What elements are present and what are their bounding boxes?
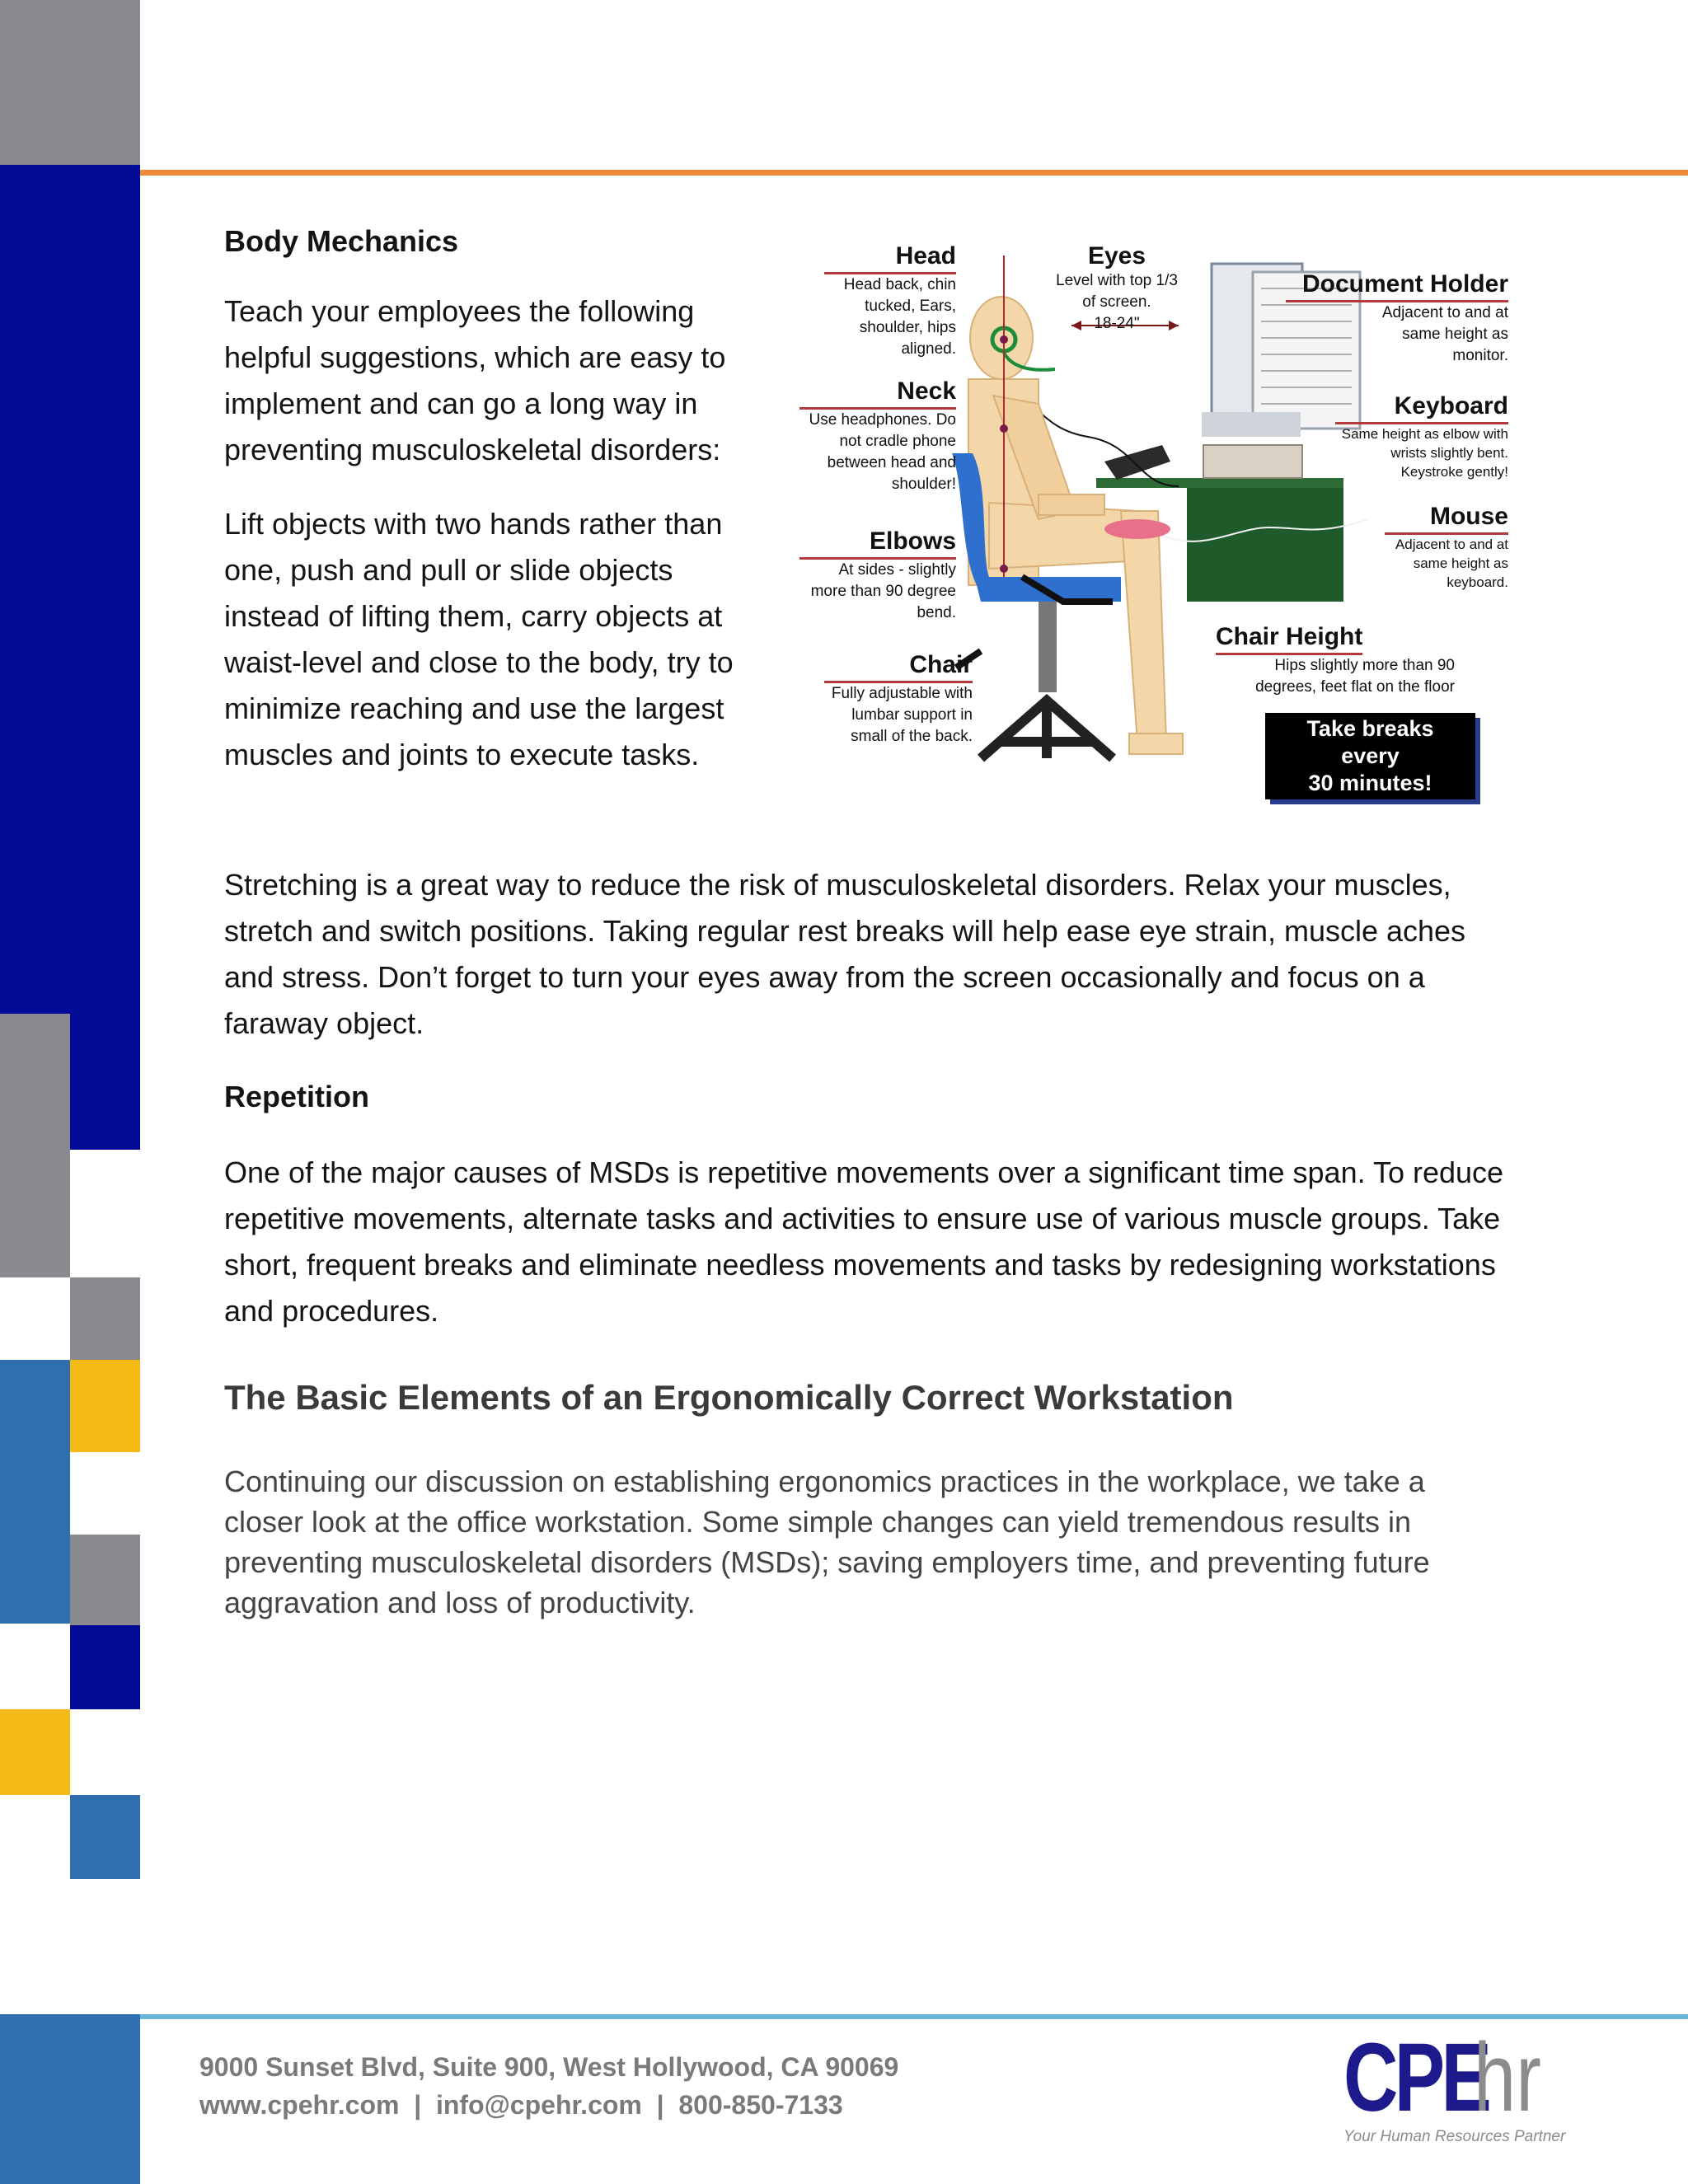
head-title: Head [824,242,956,274]
mouse-label [1385,503,1508,592]
take-breaks-box [1265,713,1475,799]
logo-suffix: hr [1474,2023,1541,2132]
breaks-line-2: every [1341,743,1400,768]
sidebar-block-gray [0,1014,70,1277]
sidebar-block-blue [70,1795,140,1879]
neck-desc: Use headphones. Do not cradle phone between head and shoulder! [809,411,956,493]
mouse-title: Mouse [1385,503,1508,535]
sidebar-block-white [70,1150,140,1277]
sidebar-block-navy [0,165,140,1014]
footer-contact: www.cpehr.com | info@cpehr.com | 800-850-7133 [199,2090,843,2120]
workstation-section-title: The Basic Elements of an Ergonomically Correct Workstation [224,1378,1234,1417]
repetition-paragraph: One of the major causes of MSDs is repetitive movements over a significant time span. To reduce repetitive movements, alternate tasks and activities to ensure use of various muscle groups. Take short, frequent breaks and eliminate needless movements and tasks by redesigning workstations and procedures. [224,1155,1504,1328]
chair-height-title: Chair Height [1216,623,1362,655]
decorative-sidebar [0,0,140,2184]
eyes-title: Eyes [1087,242,1146,269]
cpehr-logo [1343,2023,1607,2153]
chair-label [824,651,973,748]
ergonomics-diagram [791,239,1517,808]
head-label [824,242,956,360]
chair-height-label [1216,623,1455,698]
document-holder-label [1286,270,1508,367]
eyes-label [1055,242,1179,335]
eyes-distance: 18-24" [1094,315,1140,332]
logo-tagline: Your Human Resources Partner [1343,2128,1566,2145]
elbows-title: Elbows [799,527,956,560]
elbows-desc: At sides - slightly more than 90 degree bend. [810,561,956,621]
footer-rule [140,2014,1688,2019]
head-desc: Head back, chin tucked, Ears, shoulder, hips aligned. [843,276,956,358]
body-mechanics-heading: Body Mechanics [224,224,459,258]
logo-brand: CPE [1343,2023,1489,2132]
body-mechanics-tips: Lift objects with two hands rather than one, push and pull or slide objects instead of lifting them, carry objects at waist-level and close to the body, try to minimize reaching and use the largest muscles and joints to execute tasks. [224,507,734,771]
sidebar-block-gray [0,0,140,165]
header-rule [140,170,1688,176]
footer-address: 9000 Sunset Blvd, Suite 900, West Hollywood, CA 90069 [199,2052,899,2082]
neck-title: Neck [799,377,956,410]
sidebar-block-navy [70,1625,140,1709]
stretching-paragraph: Stretching is a great way to reduce the risk of musculoskeletal disorders. Relax your muscles, stretch and switch positions. Taking regular rest breaks will help ease eye strain, muscle aches and stress. Don’t forget to turn your eyes away from the screen occasionally and focus on a faraway object. [224,868,1466,1040]
breaks-line-1: Take breaks [1306,716,1434,741]
chair-height-desc: Hips slightly more than 90 degrees, feet flat on the floor [1255,657,1455,696]
keyboard-desc: Same height as elbow with wrists slightly bent. Keystroke gently! [1341,426,1508,480]
chair-title: Chair [824,651,973,683]
document-holder-title: Document Holder [1286,270,1508,302]
sidebar-block-gold [70,1360,140,1452]
breaks-line-3: 30 minutes! [1308,771,1432,795]
neck-label [799,377,956,495]
repetition-heading: Repetition [224,1080,369,1113]
workstation-paragraph: Continuing our discussion on establishing ergonomics practices in the workplace, we take a closer look at the office workstation. Some simple changes can yield tremendous results in preventing musculoskeletal disorders (MSDs); saving employers time, and preventing future aggravation and loss of productivity. [224,1465,1430,1619]
document-holder-desc: Adjacent to and at same height as monitor. [1381,304,1508,364]
body-mechanics-intro: Teach your employees the following helpful suggestions, which are easy to implement and can go a long way in preventing musculoskeletal disorders: [224,294,726,466]
sidebar-block-blue [0,1360,70,1624]
eyes-desc: Level with top 1/3 of screen. [1056,272,1178,311]
sidebar-block-gray [70,1535,140,1625]
elbows-label [799,527,956,624]
body-mechanics-section [224,221,752,778]
keyboard-label [1335,392,1508,481]
sidebar-block-blue [0,2014,140,2184]
mouse-desc: Adjacent to and at same height as keyboard. [1395,537,1508,590]
sidebar-block-gray [70,1277,140,1360]
sidebar-block-gold [0,1709,70,1795]
keyboard-title: Keyboard [1335,392,1508,424]
sidebar-block-navy [70,1014,140,1150]
chair-desc: Fully adjustable with lumbar support in small of the back. [831,685,973,745]
